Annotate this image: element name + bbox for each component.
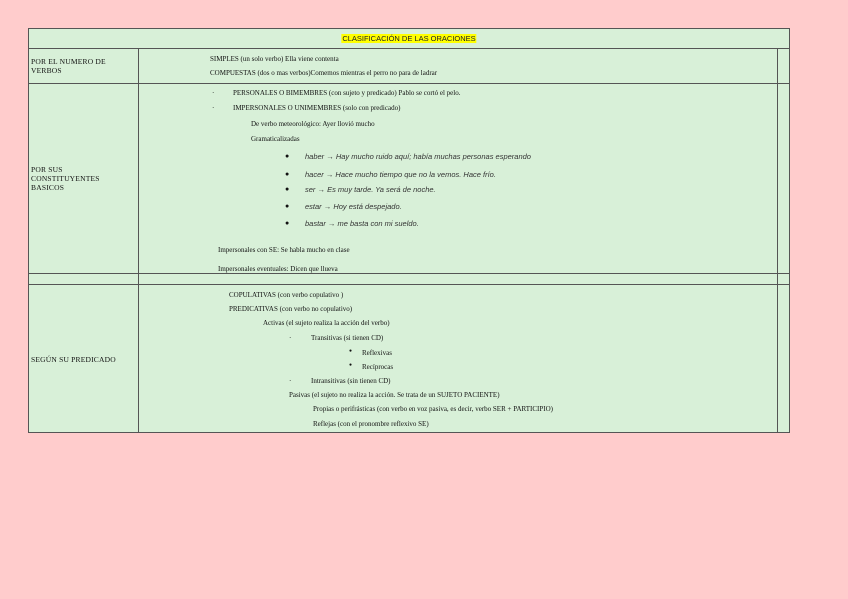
table-title-row bbox=[29, 29, 789, 48]
item-propias: Propias o perifrásticas (con verbo en voz pasiva, es decir, verbo SER + PARTICIPIO) bbox=[313, 405, 553, 413]
bullet: · bbox=[212, 89, 215, 97]
classification-table bbox=[28, 28, 790, 433]
item-intransitivas: Intransitivas (sin tienen CD) bbox=[311, 377, 391, 385]
row-divider bbox=[29, 83, 789, 84]
bullet-dot-icon: ● bbox=[349, 363, 353, 368]
item-pasivas: Pasivas (el sujeto no realiza la acción. Se trata de un SUJETO PACIENTE) bbox=[289, 391, 500, 399]
item-compuestas: COMPUESTAS (dos o mas verbos)Comemos mientras el perro no para de ladrar bbox=[210, 69, 438, 77]
item-copulativas: COPULATIVAS (con verbo copulativo ) bbox=[229, 291, 344, 299]
item-impersonales: IMPERSONALES O UNIMEMBRES (solo con predicado) bbox=[233, 104, 401, 112]
item-reflexivas: Reflexivas bbox=[362, 349, 392, 357]
section-label-constituyentes: POR SUS CONSTITUYENTES BASICOS bbox=[31, 165, 100, 192]
item-reflejas: Reflejas (con el pronombre reflexivo SE) bbox=[313, 420, 429, 428]
example-estar: estar → Hoy está despejado. bbox=[305, 202, 402, 211]
item-personales: PERSONALES O BIMEMBRES (con sujeto y predicado) Pablo se cortó el pelo. bbox=[233, 89, 461, 97]
bullet-dot-icon: ● bbox=[285, 170, 290, 178]
bullet-dot-icon: ● bbox=[285, 185, 290, 193]
item-activas: Activas (el sujeto realiza la acción del verbo) bbox=[263, 319, 390, 327]
row-divider bbox=[29, 284, 789, 285]
example-hacer: hacer → Hace mucho tiempo que no la vemos. Hace frío. bbox=[305, 170, 496, 179]
item-reciprocas: Recíprocas bbox=[362, 363, 394, 371]
bullet: · bbox=[289, 334, 292, 342]
row-divider bbox=[29, 48, 789, 49]
column-divider bbox=[777, 48, 778, 433]
item-impersonales-eventuales: Impersonales eventuales: Dicen que llueva bbox=[218, 265, 338, 273]
bullet-dot-icon: ● bbox=[285, 202, 290, 210]
example-bastar: bastar → me basta con mi sueldo. bbox=[305, 219, 419, 228]
section-label-numero-verbos: POR EL NUMERO DE VERBOS bbox=[31, 57, 106, 75]
bullet-dot-icon: ● bbox=[349, 349, 353, 354]
bullet-dot-icon: ● bbox=[285, 219, 290, 227]
item-transitivas: Transitivas (si tienen CD) bbox=[311, 334, 384, 342]
item-impersonales-se: Impersonales con SE: Se habla mucho en clase bbox=[218, 246, 350, 254]
column-divider bbox=[138, 48, 139, 433]
bullet: · bbox=[289, 377, 292, 385]
example-haber: haber → Hay mucho ruido aquí; había muchas personas esperando bbox=[305, 152, 531, 161]
item-predicativas: PREDICATIVAS (con verbo no copulativo) bbox=[229, 305, 353, 313]
section-label-predicado: SEGÚN SU PREDICADO bbox=[31, 355, 116, 364]
item-simples: SIMPLES (un solo verbo) Ella viene contenta bbox=[210, 55, 339, 63]
bullet: · bbox=[212, 104, 215, 112]
row-divider bbox=[29, 273, 789, 274]
table-title: CLASIFICACIÓN DE LAS ORACIONES bbox=[342, 34, 476, 43]
bullet-dot-icon: ● bbox=[285, 152, 290, 160]
item-gramaticalizadas: Gramaticalizadas bbox=[251, 135, 300, 143]
item-meteorologico: De verbo meteorológico: Ayer llovió mucho bbox=[251, 120, 375, 128]
example-ser: ser → Es muy tarde. Ya será de noche. bbox=[305, 185, 436, 194]
